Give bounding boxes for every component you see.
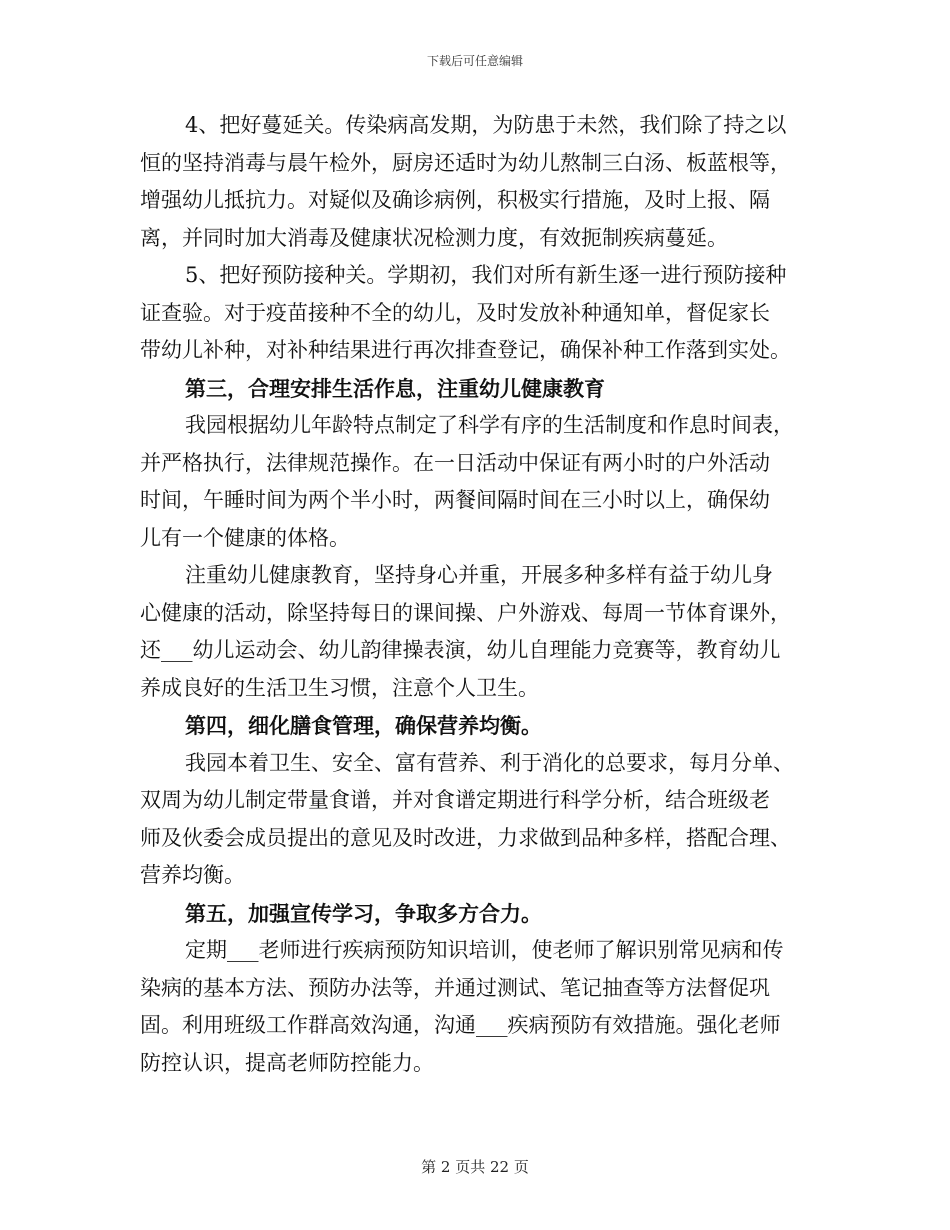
text-line: 时间，午睡时间为两个半小时，两餐间隔时间在三小时以上，确保幼: [140, 488, 770, 512]
section-heading: 第三，合理安排生活作息，注重幼儿健康教育: [185, 375, 605, 401]
text-line: 固。利用班级工作群高效沟通，沟通___疾病预防有效措施。强化老师: [140, 1013, 781, 1037]
text-line: 双周为幼儿制定带量食谱，并对食谱定期进行科学分析，结合班级老: [140, 788, 770, 812]
text-line: 5、把好预防接种关。学期初，我们对所有新生逐一进行预防接种: [185, 263, 787, 287]
page-footer: 第 2 页共 22 页: [421, 1158, 529, 1176]
text-line: 定期___老师进行疾病预防知识培训，使老师了解识别常见病和传: [185, 938, 784, 962]
text-line: 师及伙委会成员提出的意见及时改进，力求做到品种多样，搭配合理、: [140, 825, 791, 850]
document-body: [140, 107, 810, 1082]
text-line: 并严格执行，法律规范操作。在一日活动中保证有两小时的户外活动: [140, 450, 770, 475]
text-line: 儿有一个健康的体格。: [140, 525, 350, 550]
text-line: 4、把好蔓延关。传染病高发期，为防患于未然，我们除了持之以: [185, 113, 787, 137]
text-line: 我园本着卫生、安全、富有营养、利于消化的总要求，每月分单、: [185, 750, 794, 775]
text-line: 染病的基本方法、预防办法等，并通过测试、笔记抽查等方法督促巩: [140, 975, 770, 1000]
text-line: 心健康的活动，除坚持每日的课间操、户外游戏、每周一节体育课外，: [140, 600, 791, 625]
section-heading: 第五，加强宣传学习，争取多方合力。: [185, 900, 542, 926]
text-line: 防控认识，提高老师防控能力。: [140, 1050, 434, 1075]
section-heading: 第四，细化膳食管理，确保营养均衡。: [185, 713, 542, 738]
text-line: 营养均衡。: [140, 863, 245, 887]
text-line: 还___幼儿运动会、幼儿韵律操表演，幼儿自理能力竞赛等，教育幼儿: [140, 638, 781, 662]
text-line: 增强幼儿抵抗力。对疑似及确诊病例，积极实行措施，及时上报、隔: [140, 188, 770, 212]
text-line: 证查验。对于疫苗接种不全的幼儿，及时发放补种通知单，督促家长: [140, 300, 770, 325]
text-line: 注重幼儿健康教育，坚持身心并重，开展多种多样有益于幼儿身: [185, 563, 773, 587]
text-line: 养成良好的生活卫生习惯，注意个人卫生。: [140, 675, 539, 700]
header-note: 下载后可任意编辑: [426, 54, 523, 68]
text-line: 我园根据幼儿年龄特点制定了科学有序的生活制度和作息时间表，: [185, 413, 794, 437]
text-line: 带幼儿补种，对补种结果进行再次排查登记，确保补种工作落到实处。: [140, 338, 791, 362]
text-line: 离，并同时加大消毒及健康状况检测力度，有效扼制疾病蔓延。: [140, 225, 728, 250]
text-line: 恒的坚持消毒与晨午检外，厨房还适时为幼儿熬制三白汤、板蓝根等，: [140, 150, 791, 175]
